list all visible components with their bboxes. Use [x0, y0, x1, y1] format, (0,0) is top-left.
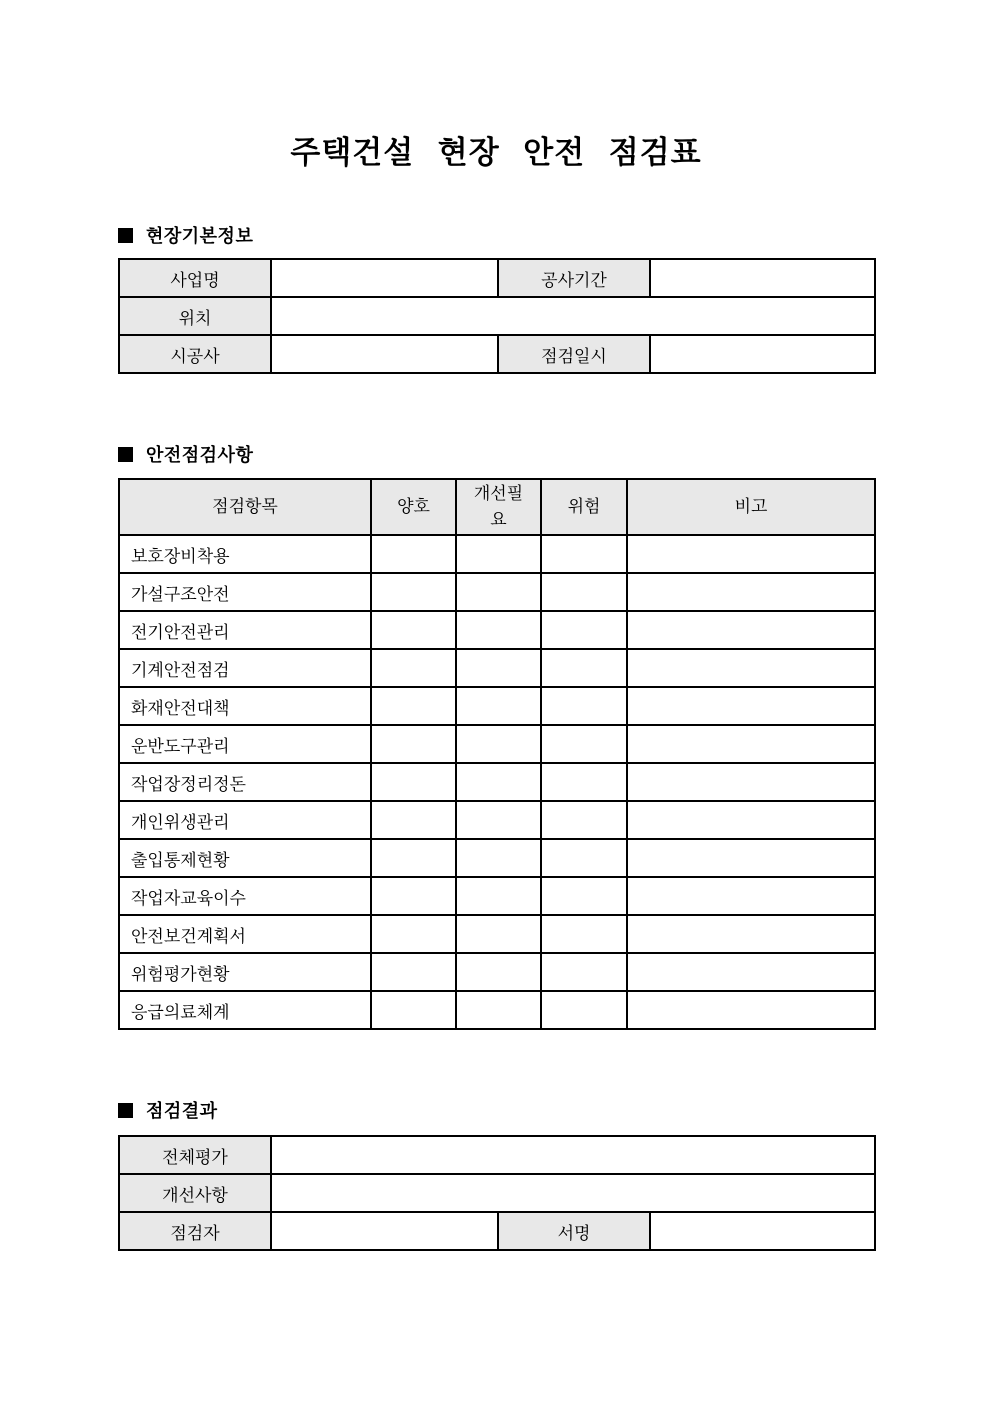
checklist-row	[119, 801, 875, 839]
checklist-header-row	[119, 479, 875, 535]
column-header-needs-improvement: 개선필요	[456, 479, 541, 535]
good-check-cell[interactable]	[371, 611, 456, 649]
project-name-input-cell[interactable]	[271, 259, 498, 297]
danger-check-cell[interactable]	[541, 611, 627, 649]
checklist-item-label: 작업장정리정돈	[119, 763, 371, 801]
checklist-item-label: 기계안전점검	[119, 649, 371, 687]
section-heading-safety-checklist-label: 안전점검사항	[146, 445, 254, 465]
danger-check-cell[interactable]	[541, 763, 627, 801]
document-title: 주택건설 현장 안전 점검표	[290, 135, 702, 170]
good-check-cell[interactable]	[371, 763, 456, 801]
danger-check-cell[interactable]	[541, 573, 627, 611]
checklist-row	[119, 839, 875, 877]
danger-check-cell[interactable]	[541, 953, 627, 991]
table-row	[119, 335, 875, 373]
square-bullet-icon	[118, 228, 133, 243]
danger-check-cell[interactable]	[541, 839, 627, 877]
square-bullet-icon	[118, 447, 133, 462]
checklist-row	[119, 915, 875, 953]
checklist-item-label: 응급의료체계	[119, 991, 371, 1029]
good-check-cell[interactable]	[371, 953, 456, 991]
danger-check-cell[interactable]	[541, 535, 627, 573]
column-header-remarks: 비고	[627, 479, 875, 535]
improvement-check-cell[interactable]	[456, 991, 541, 1029]
remarks-cell[interactable]	[627, 725, 875, 763]
checklist-item-label: 개인위생관리	[119, 801, 371, 839]
improvement-check-cell[interactable]	[456, 953, 541, 991]
checklist-item-label: 전기안전관리	[119, 611, 371, 649]
improvement-check-cell[interactable]	[456, 877, 541, 915]
good-check-cell[interactable]	[371, 687, 456, 725]
remarks-cell[interactable]	[627, 535, 875, 573]
square-bullet-icon	[118, 1103, 133, 1118]
signature-label: 서명	[498, 1212, 650, 1250]
improvements-label: 개선사항	[119, 1174, 271, 1212]
checklist-item-label: 운반도구관리	[119, 725, 371, 763]
checklist-item-label: 가설구조안전	[119, 573, 371, 611]
improvement-check-cell[interactable]	[456, 763, 541, 801]
improvement-check-cell[interactable]	[456, 573, 541, 611]
improvement-check-cell[interactable]	[456, 611, 541, 649]
section-heading-results-label: 점검결과	[146, 1101, 218, 1121]
column-header-item: 점검항목	[119, 479, 371, 535]
danger-check-cell[interactable]	[541, 877, 627, 915]
checklist-row	[119, 953, 875, 991]
signature-input-cell[interactable]	[650, 1212, 875, 1250]
danger-check-cell[interactable]	[541, 915, 627, 953]
danger-check-cell[interactable]	[541, 687, 627, 725]
danger-check-cell[interactable]	[541, 649, 627, 687]
inspector-label: 점검자	[119, 1212, 271, 1250]
improvement-check-cell[interactable]	[456, 535, 541, 573]
location-label: 위치	[119, 297, 271, 335]
project-name-label: 사업명	[119, 259, 271, 297]
improvement-check-cell[interactable]	[456, 725, 541, 763]
remarks-cell[interactable]	[627, 877, 875, 915]
table-row	[119, 1212, 875, 1250]
results-table	[118, 1135, 876, 1251]
construction-period-input-cell[interactable]	[650, 259, 875, 297]
section-heading-results	[118, 1097, 218, 1123]
improvement-check-cell[interactable]	[456, 801, 541, 839]
checklist-row	[119, 535, 875, 573]
inspector-input-cell[interactable]	[271, 1212, 498, 1250]
column-header-good: 양호	[371, 479, 456, 535]
remarks-cell[interactable]	[627, 611, 875, 649]
good-check-cell[interactable]	[371, 801, 456, 839]
checklist-row	[119, 725, 875, 763]
danger-check-cell[interactable]	[541, 991, 627, 1029]
good-check-cell[interactable]	[371, 991, 456, 1029]
remarks-cell[interactable]	[627, 649, 875, 687]
improvement-check-cell[interactable]	[456, 649, 541, 687]
safety-checklist-table	[118, 478, 876, 1030]
overall-evaluation-input-cell[interactable]	[271, 1136, 875, 1174]
remarks-cell[interactable]	[627, 763, 875, 801]
remarks-cell[interactable]	[627, 991, 875, 1029]
remarks-cell[interactable]	[627, 839, 875, 877]
overall-evaluation-label: 전체평가	[119, 1136, 271, 1174]
checklist-item-label: 화재안전대책	[119, 687, 371, 725]
checklist-item-label: 출입통제현황	[119, 839, 371, 877]
improvement-check-cell[interactable]	[456, 915, 541, 953]
good-check-cell[interactable]	[371, 877, 456, 915]
good-check-cell[interactable]	[371, 915, 456, 953]
table-row	[119, 297, 875, 335]
checklist-item-label: 안전보건계획서	[119, 915, 371, 953]
inspection-datetime-label: 점검일시	[498, 335, 650, 373]
checklist-row	[119, 573, 875, 611]
checklist-item-label: 보호장비착용	[119, 535, 371, 573]
good-check-cell[interactable]	[371, 649, 456, 687]
improvements-input-cell[interactable]	[271, 1174, 875, 1212]
column-header-danger: 위험	[541, 479, 627, 535]
checklist-row	[119, 611, 875, 649]
checklist-row	[119, 991, 875, 1029]
section-heading-basic-info-label: 현장기본정보	[146, 226, 254, 246]
remarks-cell[interactable]	[627, 953, 875, 991]
checklist-row	[119, 877, 875, 915]
checklist-row	[119, 763, 875, 801]
remarks-cell[interactable]	[627, 687, 875, 725]
table-row	[119, 259, 875, 297]
table-row	[119, 1174, 875, 1212]
remarks-cell[interactable]	[627, 801, 875, 839]
danger-check-cell[interactable]	[541, 801, 627, 839]
construction-period-label: 공사기간	[498, 259, 650, 297]
danger-check-cell[interactable]	[541, 725, 627, 763]
contractor-label: 시공사	[119, 335, 271, 373]
contractor-input-cell[interactable]	[271, 335, 498, 373]
good-check-cell[interactable]	[371, 535, 456, 573]
inspection-datetime-input-cell[interactable]	[650, 335, 875, 373]
table-row	[119, 1136, 875, 1174]
location-input-cell[interactable]	[271, 297, 875, 335]
checklist-item-label: 위험평가현황	[119, 953, 371, 991]
improvement-check-cell[interactable]	[456, 839, 541, 877]
section-heading-safety-checklist	[118, 441, 253, 467]
remarks-cell[interactable]	[627, 915, 875, 953]
good-check-cell[interactable]	[371, 839, 456, 877]
checklist-row	[119, 687, 875, 725]
basic-info-table	[118, 258, 876, 374]
checklist-item-label: 작업자교육이수	[119, 877, 371, 915]
remarks-cell[interactable]	[627, 573, 875, 611]
improvement-check-cell[interactable]	[456, 687, 541, 725]
section-heading-basic-info	[118, 222, 253, 248]
good-check-cell[interactable]	[371, 725, 456, 763]
checklist-row	[119, 649, 875, 687]
good-check-cell[interactable]	[371, 573, 456, 611]
